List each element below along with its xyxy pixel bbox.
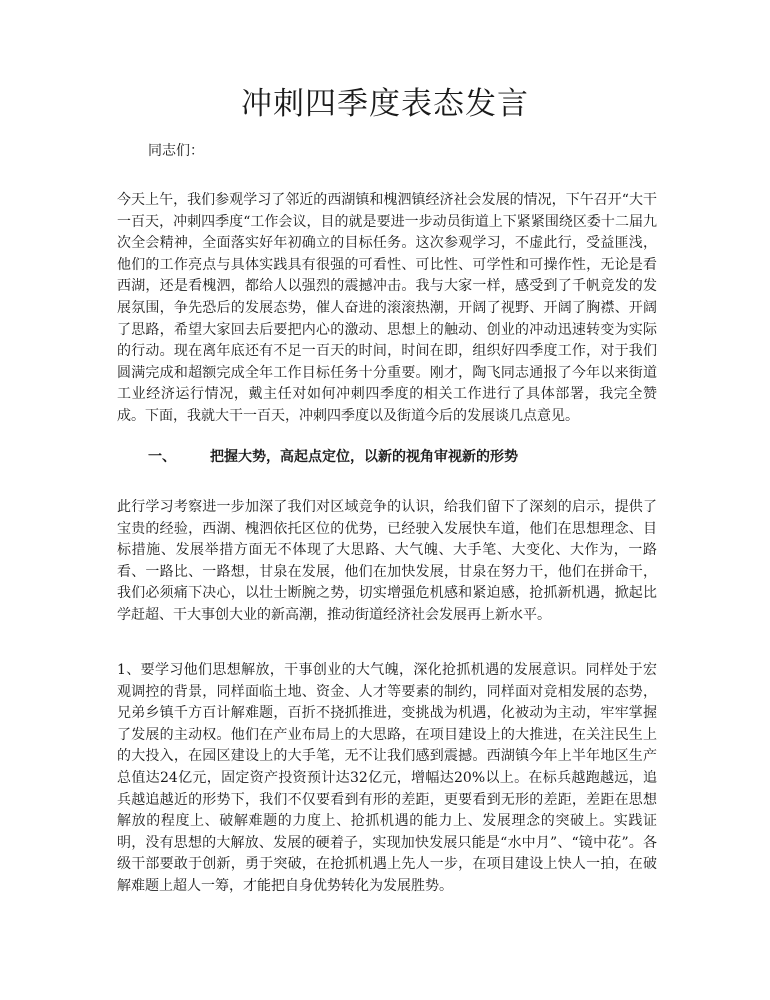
document-title: 冲刺四季度表态发言	[241, 86, 529, 122]
section-heading-1	[148, 446, 518, 468]
paragraph-intro: 今天上午，我们参观学习了邻近的西湖镇和槐泗镇经济社会发展的情况，下午召开“大干一百天，冲刺四季度“工作会议，目的就是要进一步动员街道上下紧紧围绕区委十二届九次全会精神，全面落实好年初确立的目标任务。这次参观学习，不虚此行，受益匪浅，他们的工作亮点与具体实践具有很强的可看性、可比性、可学性和可操作性，无论是看西湖，还是看槐泗，都给人以强烈的震撼冲击。我与大家一样，感受到了千帆竞发的发展氛围，争先恐后的发展态势，催人奋进的滚滚热潮，开阔了视野、开阔了胸襟、开阔了思路，希望大家回去后要把内心的激动、思想上的触动、创业的冲动迅速转变为实际的行动。现在离年底还有不足一百天的时间，时间在即，组织好四季度工作，对于我们圆满完成和超额完成全年工作目标任务十分重要。刚才，陶飞同志通报了今年以来街道工业经济运行情况，戴主任对如何冲刺四季度的相关工作进行了具体部署，我完全赞成。下面，我就大干一百天，冲刺四季度以及街道今后的发展谈几点意见。	[117, 192, 657, 424]
section-heading-text: 把握大势，高起点定位，以新的视角审视新的形势	[210, 449, 518, 465]
section-number: 一、	[148, 449, 176, 465]
salutation: 同志们：	[148, 143, 204, 159]
paragraph-point1: 1、要学习他们思想解放，干事创业的大气魄，深化抢抓机遇的发展意识。同样处于宏观调控的背景，同样面临土地、资金、人才等要素的制约，同样面对竞相发展的态势，兄弟乡镇千方百计解难题，百折不挠抓推进，变挑战为机遇，化被动为主动，牢牢掌握了发展的主动权。他们在产业布局上的大思路，在项目建设上的大推进，在关注民生上的大投入，在园区建设上的大手笔，无不让我们感到震撼。西湖镇今年上半年地区生产总值达24亿元，固定资产投资预计达32亿元，增幅达20%以上。在标兵越跑越远，追兵越追越近的形势下，我们不仅要看到有形的差距，更要看到无形的差距，差距在思想解放的程度上、破解难题的力度上、抢抓机遇的能力上、发展理念的突破上。实践证明，没有思想的大解放、发展的硬着子，实现加快发展只能是“水中月”、“镜中花”。各级干部要敢于创新，勇于突破，在抢抓机遇上先人一步，在项目建设上快人一拍，在破解难题上超人一筹，才能把自身优势转化为发展胜势。	[117, 662, 657, 894]
paragraph-section1: 此行学习考察进一步加深了我们对区域竞争的认识，给我们留下了深刻的启示，提供了宝贵的经验，西湖、槐泗依托区位的优势，已经驶入发展快车道，他们在思想理念、目标措施、发展举措方面无不体现了大思路、大气魄、大手笔、大变化、大作为，一路看、一路比、一路想，甘泉在发展，他们在加快发展，甘泉在努力干，他们在拼命干，我们必须痛下决心，以壮士断腕之势，切实增强危机感和紧迫感，抢抓新机遇，掀起比学赶超、干大事创大业的新高潮，推动街道经济社会发展再上新水平。	[117, 499, 657, 623]
